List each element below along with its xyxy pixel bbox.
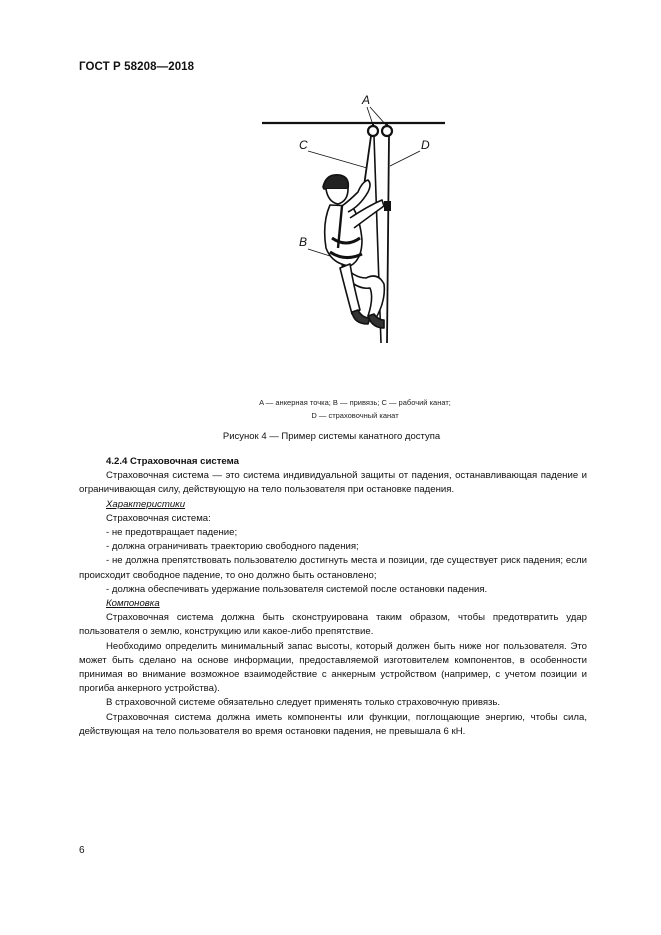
safety-rope: [387, 136, 389, 343]
body-paragraph: Страховочная система должна иметь компоненты или функции, поглощающие энергию, чтобы сила, действующая на тело пользователя во время остановки падения, не превышала 6 кН.: [79, 711, 587, 737]
legend-line-1: A — анкерная точка; B — привязь; C — рабочий канат;: [259, 398, 451, 407]
climber-figure: [323, 175, 384, 328]
list-item: - должна ограничивать траекторию свободного падения;: [106, 541, 359, 553]
figure-legend: [150, 396, 560, 422]
list-item: - должна обеспечивать удержание пользователя системой после остановки падения.: [106, 583, 488, 595]
rope-grab: [384, 201, 391, 211]
pulley-left: [368, 126, 378, 136]
body-paragraph: Страховочная система должна быть сконструирована таким образом, чтобы предотвратить удар пользователя о землю, конструкцию или какое-либо препятствие.: [79, 612, 587, 638]
label-c: C: [299, 138, 308, 152]
label-a: A: [362, 93, 371, 107]
layout-subheading: Компоновка: [106, 598, 160, 610]
list-item: - не должна препятствовать пользователю достигнуть места и позиции, где существует риск падения; если происходит свободное падение, то оно должно быть остановлено;: [79, 555, 587, 581]
characteristics-lead: Страховочная система:: [106, 512, 211, 524]
body-paragraph: Необходимо определить минимальный запас высоты, который должен быть ниже ног пользователя. Это может быть сделано на основе информации, предоставляемой изготовителем компонентов, в особенности принимая во внимание возможное взаимодействие с анкерным устройством (например, с учетом позиции и прогиба анкерного устройства).: [79, 640, 587, 695]
rope-access-figure: [250, 88, 450, 355]
label-b: B: [299, 235, 308, 249]
working-rope: [364, 136, 371, 186]
intro-paragraph: Страховочная система — это система индивидуальной защиты от падения, останавливающая падение и ограничивающая силу, действующую на тело пользователя при остановке падения.: [79, 470, 587, 496]
section-content: [79, 455, 587, 739]
page-number: 6: [79, 845, 85, 856]
rope-access-illustration: [250, 88, 450, 350]
characteristics-subheading: Характеристики: [106, 498, 186, 510]
label-d: D: [421, 138, 430, 152]
section-heading: 4.2.4 Страховочная система: [106, 456, 239, 467]
list-item: - не предотвращает падение;: [106, 527, 238, 539]
body-paragraph: В страховочной системе обязательно следует применять только страховочную привязь.: [106, 697, 501, 709]
document-code-header: ГОСТ Р 58208—2018: [79, 61, 195, 73]
figure-caption: Рисунок 4 — Пример системы канатного доступа: [222, 431, 441, 442]
pulley-right: [382, 126, 392, 136]
legend-line-2: D — страховочный канат: [311, 411, 399, 420]
